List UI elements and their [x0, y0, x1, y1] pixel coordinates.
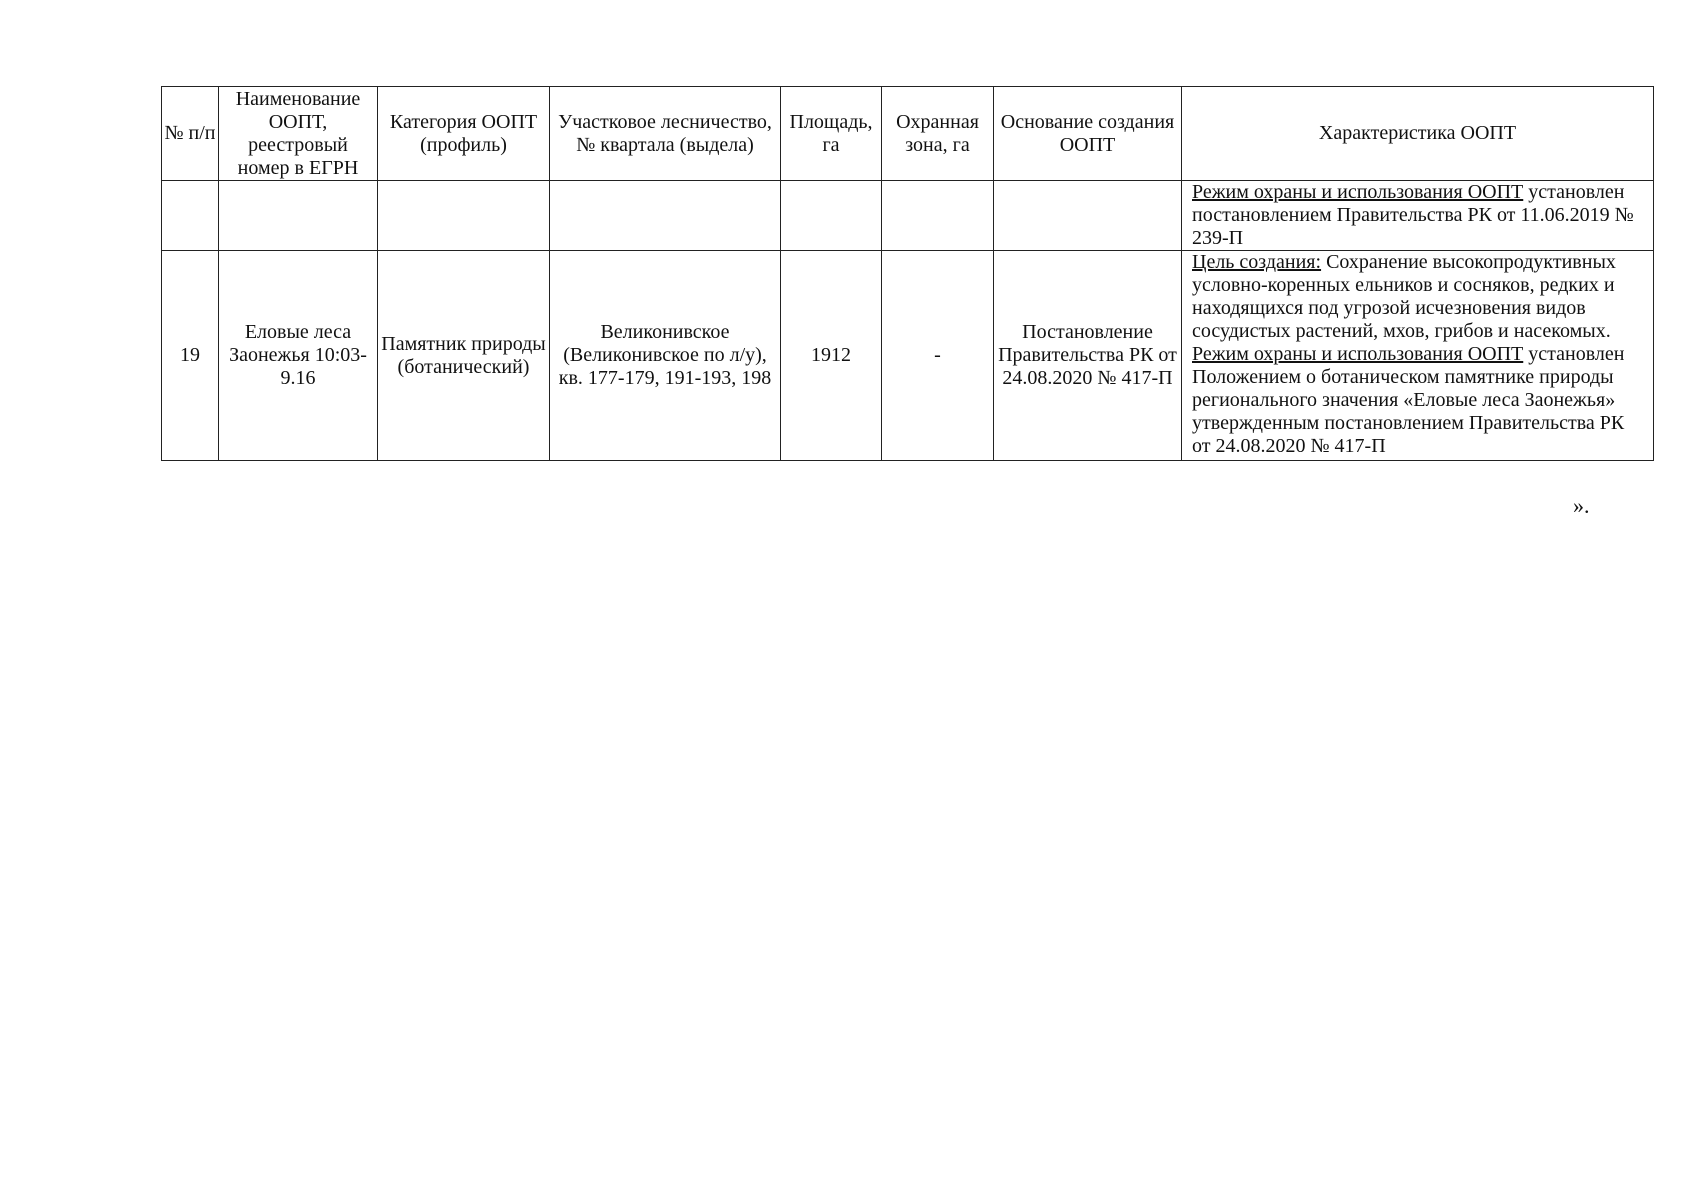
- regime-label: Режим охраны и использования ООПТ: [1192, 181, 1524, 203]
- cell-empty: [994, 181, 1182, 251]
- table-header-row: [162, 87, 1654, 181]
- header-buffer-zone: Охранная зона, га: [882, 87, 994, 181]
- header-name: Наименование ООПТ, реестровый номер в ЕГРН: [219, 87, 378, 181]
- cell-empty: [162, 181, 219, 251]
- regime-text: установлен Положением о ботаническом памятнике природы регионального значения «Еловые леса Заонежья» утвержденным постановлением Правительства РК от 24.08.2020 № 417-П: [1192, 343, 1625, 457]
- cell-empty: [219, 181, 378, 251]
- cell-area: 1912: [781, 251, 882, 461]
- cell-empty: [781, 181, 882, 251]
- header-category: Категория ООПТ (профиль): [378, 87, 550, 181]
- cell-empty: [882, 181, 994, 251]
- cell-buffer-zone: -: [882, 251, 994, 461]
- goal-label: Цель создания:: [1192, 251, 1322, 273]
- closing-quote-mark: ».: [1573, 493, 1590, 518]
- header-area: Площадь, га: [781, 87, 882, 181]
- cell-characteristic: [1182, 181, 1654, 251]
- header-forestry: Участковое лесничество, № квартала (выдела): [550, 87, 781, 181]
- goal-text: Сохранение высокопродуктивных условно-коренных ельников и сосняков, редких и находящихся под угрозой исчезновения видов сосудистых растений, мхов, грибов и насекомых.: [1192, 251, 1616, 342]
- cell-forestry: Великонивское (Великонивское по л/у), кв. 177-179, 191-193, 198: [550, 251, 781, 461]
- cell-name: Еловые леса Заонежья 10:03-9.16: [219, 251, 378, 461]
- oopt-table: [161, 86, 1654, 461]
- regime-text: установлен постановлением Правительства РК от 11.06.2019 № 239-П: [1192, 181, 1634, 249]
- header-basis: Основание создания ООПТ: [994, 87, 1182, 181]
- regime-label: Режим охраны и использования ООПТ: [1192, 343, 1524, 365]
- header-characteristic: Характеристика ООПТ: [1182, 87, 1654, 181]
- cell-num: 19: [162, 251, 219, 461]
- table-row-continuation: [162, 181, 1654, 251]
- header-num: № п/п: [162, 87, 219, 181]
- table-row: [162, 251, 1654, 461]
- cell-characteristic: [1182, 251, 1654, 461]
- cell-category: Памятник природы (ботанический): [378, 251, 550, 461]
- cell-basis: Постановление Правительства РК от 24.08.2020 № 417-П: [994, 251, 1182, 461]
- cell-empty: [378, 181, 550, 251]
- cell-empty: [550, 181, 781, 251]
